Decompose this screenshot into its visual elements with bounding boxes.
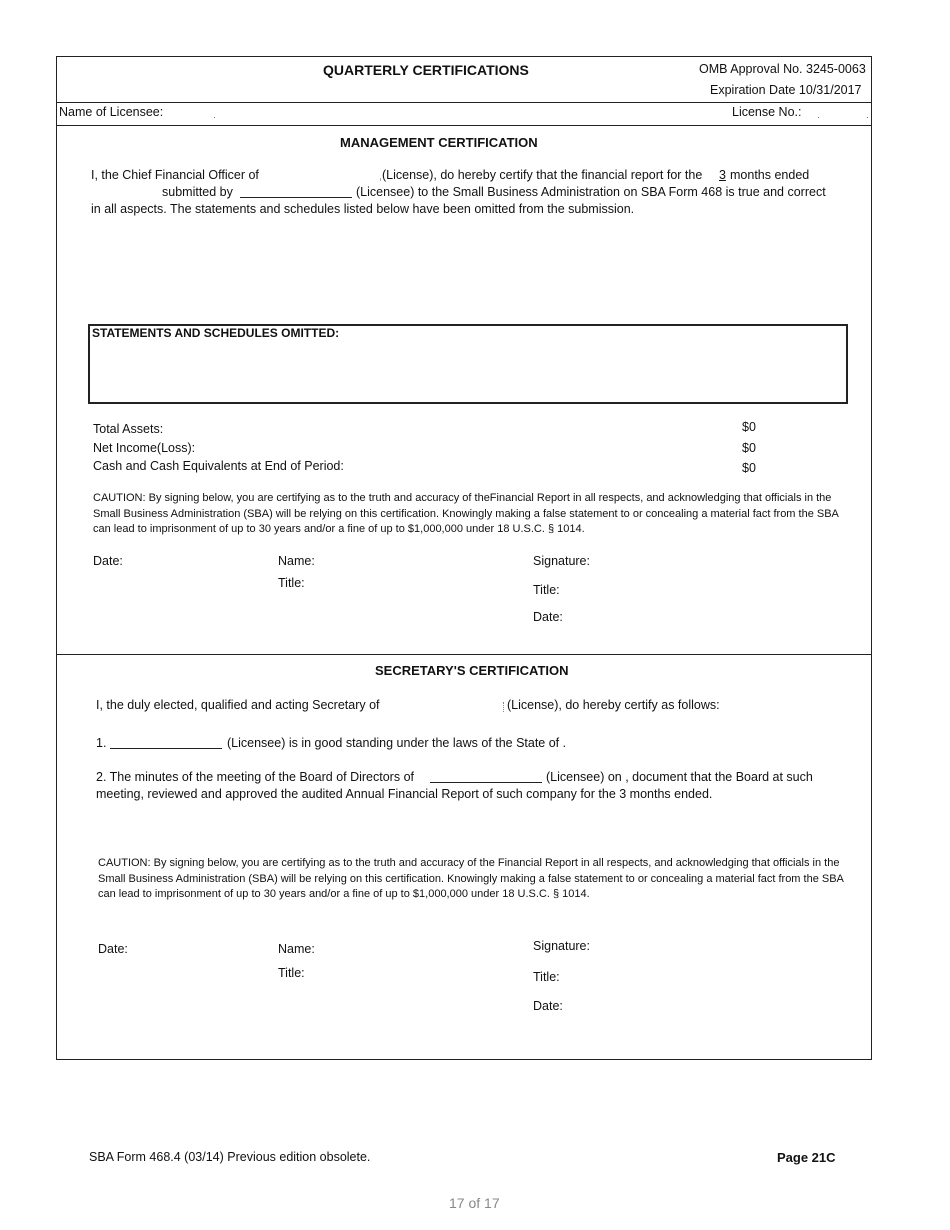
secretary-heading: SECRETARY'S CERTIFICATION (375, 663, 569, 678)
sec-name-label: Name: (278, 942, 315, 956)
secretary-intro-end: (License), do hereby certify as follows: (507, 698, 720, 712)
management-caution: CAUTION: By signing below, you are certifying as to the truth and accuracy of theFinancial Report in all respects, and acknowledging that officials in the Small Business Administration (SBA) will be relying on this certification. Knowingly making a false statement to or concealing a material fact from the SBA can lead to imprisonment of up to 30 years and/or a fine of up to $1,000,000 under 18 U.S.C. § 1014. (93, 492, 839, 535)
submitted-by-field[interactable] (240, 197, 352, 198)
header-divider (56, 102, 872, 103)
total-assets-label: Total Assets: (93, 422, 164, 436)
secretary-caution: CAUTION: By signing below, you are certifying as to the truth and accuracy of the Financial Report in all respects, and acknowledging that officials in the Small Business Administration (SBA) will be relying on this certification. Knowingly making a false statement to or concealing a material fact from the SBA can lead to imprisonment of up to 30 years and/or a fine of up to $1,000,000 under 18 U.S.C. § 1014. (98, 857, 844, 900)
total-assets-value: $0 (742, 420, 756, 434)
cash-equivalents-label: Cash and Cash Equivalents at End of Period: (93, 459, 344, 473)
submitted-by-label: submitted by (162, 185, 233, 199)
page-counter: 17 of 17 (449, 1195, 500, 1211)
mgmt-signed-date-label: Date: (533, 610, 563, 624)
licensee-divider (56, 125, 872, 126)
expiration-date: Expiration Date 10/31/2017 (710, 83, 862, 97)
management-heading: MANAGEMENT CERTIFICATION (340, 135, 538, 150)
secretary-intro-start: I, the duly elected, qualified and acting Secretary of (96, 698, 380, 712)
cash-equivalents-value: $0 (742, 461, 756, 475)
item2-start: 2. The minutes of the meeting of the Board of Directors of (96, 770, 414, 784)
license-number-label: License No.: (732, 105, 802, 119)
mgmt-name-label: Name: (278, 554, 315, 568)
item2-middle: (Licensee) on , document that the Board at such (546, 770, 813, 784)
mgmt-signature-label: Signature: (533, 554, 590, 568)
months-value: 3 (719, 168, 726, 182)
cfo-statement-start: I, the Chief Financial Officer of (91, 168, 259, 182)
item2-licensee-field[interactable] (430, 782, 542, 783)
mgmt-title-label: Title: (278, 576, 305, 590)
sec-date-label: Date: (98, 942, 128, 956)
mgmt-signer-title-label: Title: (533, 583, 560, 597)
mgmt-date-label: Date: (93, 554, 123, 568)
cfo-statement-end: in all aspects. The statements and schedules listed below have been omitted from the submission. (91, 202, 635, 216)
licensee-name-field[interactable] (214, 117, 215, 118)
sec-signature-label: Signature: (533, 939, 590, 953)
secretary-license-field[interactable] (503, 702, 505, 712)
net-income-value: $0 (742, 441, 756, 455)
sec-title-label: Title: (278, 966, 305, 980)
form-identifier: SBA Form 468.4 (03/14) Previous edition obsolete. (89, 1150, 371, 1164)
cfo-statement-license: (License), do hereby certify that the financial report for the (382, 168, 703, 182)
item1-text: (Licensee) is in good standing under the laws of the State of . (227, 736, 567, 750)
months-ended-label: months ended (730, 168, 810, 182)
license-number-field[interactable] (818, 117, 819, 118)
licensee-name-label: Name of Licensee: (59, 105, 164, 119)
license-name-field[interactable] (380, 178, 381, 181)
form-title: QUARTERLY CERTIFICATIONS (323, 62, 529, 78)
page-label: Page 21C (777, 1150, 836, 1165)
sec-signed-date-label: Date: (533, 999, 563, 1013)
item2-end: meeting, reviewed and approved the audited Annual Financial Report of such company for the 3 months ended. (96, 787, 713, 801)
license-number-field-end (867, 117, 868, 118)
sec-signer-title-label: Title: (533, 970, 560, 984)
net-income-label: Net Income(Loss): (93, 441, 196, 455)
item1-number: 1. (96, 736, 107, 750)
omb-approval: OMB Approval No. 3245-0063 (699, 62, 866, 76)
cfo-statement-sba: (Licensee) to the Small Business Administration on SBA Form 468 is true and correct (356, 185, 826, 199)
item1-licensee-field[interactable] (110, 748, 222, 749)
omitted-schedules-label: STATEMENTS AND SCHEDULES OMITTED: (92, 326, 340, 340)
section-divider (56, 654, 872, 655)
